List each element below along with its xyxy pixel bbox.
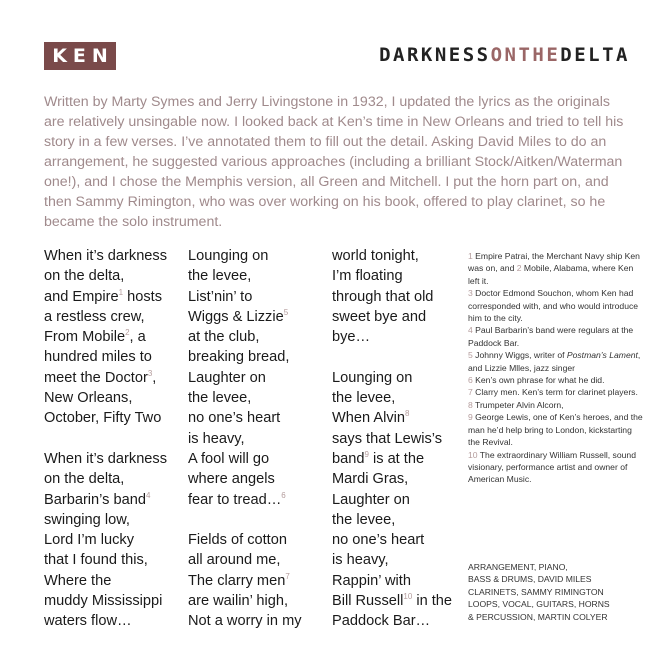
footnote-text: The extraordinary William Russell, sound visionary, performance artist and owner of American Music. xyxy=(468,449,636,485)
footnote-ref: 2 xyxy=(125,328,130,338)
lyric-text: fear to tread… xyxy=(188,491,282,508)
lyric-line: the levee, xyxy=(188,268,252,285)
footnote-text: Doctor Edmond Souchon, whom Ken had corresponded with, and who would introduce him to the city. xyxy=(468,288,639,324)
lyric-text: Wiggs & Lizzie xyxy=(188,308,284,325)
lyric-line xyxy=(44,490,180,510)
lyric-line xyxy=(332,408,462,428)
lyric-text: , a xyxy=(129,329,146,346)
lyric-text: hosts xyxy=(127,288,163,305)
lyric-line: through that old xyxy=(332,288,434,305)
lyric-line: the levee, xyxy=(332,511,396,528)
lyric-line: Not a worry in my xyxy=(188,613,302,630)
footnote-ref: 9 xyxy=(364,449,369,459)
lyric-line: Lounging on xyxy=(332,369,413,386)
lyrics-column-2 xyxy=(188,246,324,632)
lyric-line: where angels xyxy=(188,471,275,488)
credit-line: LOOPS, VOCAL, GUITARS, HORNS xyxy=(468,599,610,610)
credits xyxy=(468,561,648,623)
footnote-text: Johnny Wiggs, writer of xyxy=(475,350,565,361)
lyric-text: meet the Doctor xyxy=(44,369,148,386)
footnote-number: 6 xyxy=(468,375,473,386)
lyric-line: on the delta, xyxy=(44,268,125,285)
lyric-line: Lord I’m lucky xyxy=(44,532,135,549)
footnote-item xyxy=(468,324,643,349)
lyric-line: Mardi Gras, xyxy=(332,471,409,488)
lyric-line: a restless crew, xyxy=(44,308,145,325)
lyric-text: , xyxy=(152,369,157,386)
credit-line: CLARINETS, SAMMY RIMINGTON xyxy=(468,586,604,597)
lyric-line: world tonight, xyxy=(332,248,419,264)
footnote-item xyxy=(468,449,643,486)
lyric-line xyxy=(332,591,462,611)
lyric-line: October, Fifty Two xyxy=(44,410,162,427)
lyric-line: bye… xyxy=(332,329,371,346)
lyric-text: band xyxy=(332,450,365,467)
footnote-number: 5 xyxy=(468,350,473,361)
lyric-line: on the delta, xyxy=(44,471,125,488)
lyric-line: that I found this, xyxy=(44,552,148,569)
footnote-text: Paul Barbarin’s band were regulars at the Paddock Bar. xyxy=(468,325,634,348)
lyric-text: The clarry men xyxy=(188,572,286,589)
lyric-line xyxy=(332,449,462,469)
footnote-number: 8 xyxy=(468,399,473,410)
lyric-line xyxy=(188,490,324,510)
title-onthe: ONTHE xyxy=(490,44,561,66)
lyric-line: the levee, xyxy=(188,390,252,407)
footnote-item xyxy=(468,287,643,324)
footnotes xyxy=(468,250,643,486)
lyric-line xyxy=(44,287,180,307)
lyric-line: When it’s darkness xyxy=(44,248,168,264)
lyric-line xyxy=(44,368,180,388)
lyric-line: sweet bye and xyxy=(332,308,427,325)
lyric-line: no one’s heart xyxy=(188,410,281,427)
lyric-line: breaking bread, xyxy=(188,349,290,366)
lyric-line: New Orleans, xyxy=(44,390,133,407)
verse-gap xyxy=(44,429,180,449)
lyric-line: Rappin’ with xyxy=(332,572,411,589)
artist-badge: KEN xyxy=(44,42,116,70)
intro-paragraph: Written by Marty Symes and Jerry Livingstone in 1932, I updated the lyrics as the originals are relatively unsingable now. I looked back at Ken’s time in New Orleans and tried to tell his story in a few verses. I’ve annotated them to fill out the detail. Asking David Miles to do an arrangement, he suggested various approaches (including a brilliant Stock/Aitken/Waterman one!), and I chose the Memphis version, all Green and Mitchell. I put the horn part on, and then Sammy Rimington, who was over working on his book, offered to play clarinet, so he became the solo instrument. xyxy=(44,94,624,230)
footnote-number: 4 xyxy=(468,325,473,336)
lyric-line: swinging low, xyxy=(44,511,130,528)
lyric-line: at the club, xyxy=(188,329,260,346)
lyric-line: List’nin’ to xyxy=(188,288,253,305)
lyric-line: is heavy, xyxy=(332,552,389,569)
lyric-line: is heavy, xyxy=(188,430,245,447)
lyric-text: Barbarin’s band xyxy=(44,491,146,508)
footnote-text: Clarry men. Ken’s term for clarinet players. xyxy=(475,387,638,398)
credit-line: BASS & DRUMS, DAVID MILES xyxy=(468,574,592,585)
lyric-text: When Alvin xyxy=(332,410,406,427)
lyric-line: hundred miles to xyxy=(44,349,152,366)
footnote-title: Postman’s Lament xyxy=(566,350,638,361)
footnote-text: George Lewis, one of Ken’s heroes, and the man he’d help bring to London, kickstarting the Revival. xyxy=(468,412,643,448)
lyric-line: Laughter on xyxy=(332,491,410,508)
lyric-line: Where the xyxy=(44,572,112,589)
lyric-text: and Empire xyxy=(44,288,119,305)
footnote-ref: 1 xyxy=(118,287,124,297)
footnote-item xyxy=(468,411,643,448)
footnote-ref: 10 xyxy=(403,592,413,602)
lyrics-column-1 xyxy=(44,246,180,632)
footnote-text: Trumpeter Alvin Alcorn, xyxy=(475,399,564,410)
lyric-line: Laughter on xyxy=(188,369,266,386)
lyric-line xyxy=(188,307,324,327)
lyrics-column-3 xyxy=(332,246,462,632)
title-delta: DELTA xyxy=(560,44,630,66)
lyric-text: is at the xyxy=(368,450,425,467)
footnote-item xyxy=(468,349,643,374)
lyric-line xyxy=(44,327,180,347)
lyric-line: are wailin’ high, xyxy=(188,593,289,610)
footnote-ref: 7 xyxy=(285,571,290,581)
footnote-ref: 3 xyxy=(147,368,153,378)
lyric-text: Bill Russell xyxy=(332,593,404,610)
footnote-item xyxy=(468,386,643,398)
footnote-ref: 4 xyxy=(145,490,151,500)
footnote-number: 10 xyxy=(468,449,478,460)
footnote-text: , and Lizzie Mlles, jazz singer xyxy=(468,350,641,373)
footnote-number: 2 xyxy=(516,263,522,274)
lyric-line: waters flow… xyxy=(44,613,132,630)
credit-line: ARRANGEMENT, PIANO, xyxy=(468,562,568,572)
lyric-line: Paddock Bar… xyxy=(332,613,431,630)
footnote-number: 7 xyxy=(468,387,473,398)
lyric-text: From Mobile xyxy=(44,329,126,346)
footnote-item xyxy=(468,374,643,386)
lyric-line: A fool will go xyxy=(188,450,270,467)
lyric-line: the levee, xyxy=(332,390,396,407)
footnote-number: 1 xyxy=(468,251,473,261)
footnote-ref: 6 xyxy=(281,490,286,500)
album-title xyxy=(300,42,630,68)
lyric-line xyxy=(188,571,324,591)
lyric-line: When it’s darkness xyxy=(44,450,168,467)
footnote-text: Ken’s own phrase for what he did. xyxy=(475,375,605,386)
credit-line: & PERCUSSION, MARTIN COLYER xyxy=(468,611,608,622)
footnote-item xyxy=(468,250,643,287)
title-darkness: DARKNESS xyxy=(379,44,491,66)
lyric-line: Lounging on xyxy=(188,248,269,264)
footnote-number: 3 xyxy=(468,288,473,299)
lyric-line: muddy Mississippi xyxy=(44,593,163,610)
verse-gap xyxy=(332,347,462,367)
verse-gap xyxy=(188,510,324,530)
lyric-line: I’m floating xyxy=(332,268,403,285)
footnote-number: 9 xyxy=(468,412,473,423)
lyric-line: says that Lewis’s xyxy=(332,430,443,447)
footnote-item xyxy=(468,399,643,411)
lyric-text: in the xyxy=(412,593,453,610)
footnote-ref: 8 xyxy=(405,409,410,419)
lyric-line: all around me, xyxy=(188,552,281,569)
footnote-ref: 5 xyxy=(283,307,289,317)
lyric-line: no one’s heart xyxy=(332,532,425,549)
footnote-text: Empire Patrai, the Merchant Navy ship Ken was on, and xyxy=(468,251,640,274)
footnote-text: Mobile, Alabama, where Ken left it. xyxy=(468,263,634,286)
lyric-line: Fields of cotton xyxy=(188,532,287,549)
